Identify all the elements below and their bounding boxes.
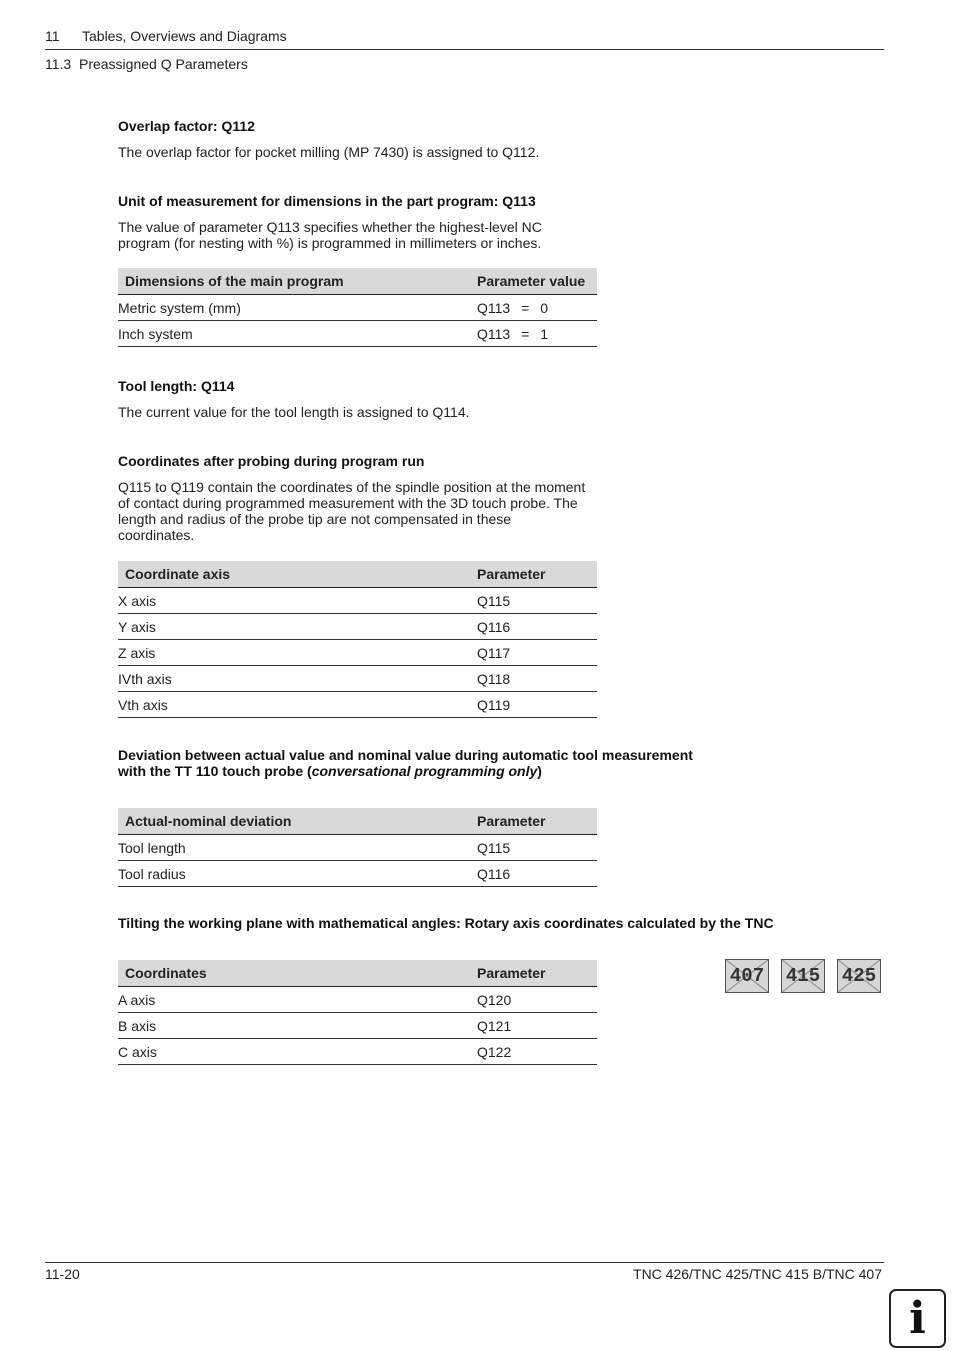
heading-unit-of-measurement: Unit of measurement for dimensions in the part program: Q113: [118, 193, 536, 209]
product-name: TNC 426/TNC 425/TNC 415 B/TNC 407: [633, 1266, 882, 1282]
heading-tool-length: Tool length: Q114: [118, 378, 235, 394]
chapter-title: Tables, Overviews and Diagrams: [82, 28, 287, 44]
footer-rule: [45, 1262, 884, 1263]
table-row: [118, 666, 597, 692]
table-row: [118, 1039, 597, 1065]
table-dimensions: [118, 268, 597, 347]
text-overlap-factor: The overlap factor for pocket milling (MP 7430) is assigned to Q112.: [118, 144, 540, 160]
table-row: [118, 614, 597, 640]
table-cell-label: Inch system: [118, 321, 470, 347]
model-badge-407: 407: [725, 959, 769, 993]
heading-overlap-factor: Overlap factor: Q112: [118, 118, 255, 134]
table-cell-value: Q113 = 1: [470, 321, 597, 347]
table-cell-label: Y axis: [118, 614, 470, 640]
table-header: Coordinates: [118, 960, 470, 987]
section-title: 11.3 Preassigned Q Parameters: [45, 56, 248, 72]
table-header: Parameter: [470, 960, 597, 987]
table-cell-label: Tool length: [118, 835, 470, 861]
table-cell-value: Q119: [470, 692, 597, 718]
table-header: Actual-nominal deviation: [118, 808, 470, 835]
table-cell-value: Q113 = 0: [470, 295, 597, 321]
table-row: [118, 835, 597, 861]
table-cell-value: Q121: [470, 1013, 597, 1039]
info-icon[interactable]: i: [889, 1289, 946, 1348]
table-cell-label: A axis: [118, 987, 470, 1013]
table-header: Parameter value: [470, 268, 597, 295]
chapter-number: 11: [45, 28, 60, 44]
table-header: Coordinate axis: [118, 561, 470, 588]
table-cell-label: Vth axis: [118, 692, 470, 718]
table-cell-value: Q116: [470, 614, 597, 640]
table-actual-nominal-deviation: [118, 808, 597, 887]
table-cell-value: Q115: [470, 588, 597, 614]
table-row: [118, 692, 597, 718]
table-cell-label: C axis: [118, 1039, 470, 1065]
table-header: Parameter: [470, 808, 597, 835]
heading-tilting-working-plane: Tilting the working plane with mathematical angles: Rotary axis coordinates calculated by the TNC: [118, 915, 774, 931]
heading-coordinates-after-probing: Coordinates after probing during program run: [118, 453, 425, 469]
table-cell-value: Q115: [470, 835, 597, 861]
table-header: Dimensions of the main program: [118, 268, 470, 295]
table-coordinates: [118, 960, 597, 1065]
table-cell-label: Metric system (mm): [118, 295, 470, 321]
heading-deviation-line1: Deviation between actual value and nominal value during automatic tool measurement: [118, 747, 693, 763]
table-cell-value: Q122: [470, 1039, 597, 1065]
table-cell-label: Tool radius: [118, 861, 470, 887]
table-cell-value: Q117: [470, 640, 597, 666]
table-cell-value: Q116: [470, 861, 597, 887]
heading-deviation-line2: with the TT 110 touch probe (conversational programming only): [118, 763, 542, 779]
table-header: Parameter: [470, 561, 597, 588]
table-cell-label: B axis: [118, 1013, 470, 1039]
header-rule: [45, 49, 884, 50]
text-coordinates-after-probing: Q115 to Q119 contain the coordinates of the spindle position at the moment of contact during programmed measurement with the 3D touch probe. The length and radius of the probe tip are not compensated in these coordinates.: [118, 479, 586, 543]
table-row: [118, 588, 597, 614]
page-number: 11-20: [45, 1266, 80, 1282]
table-cell-label: X axis: [118, 588, 470, 614]
table-row: [118, 321, 597, 347]
table-row: [118, 987, 597, 1013]
table-cell-label: Z axis: [118, 640, 470, 666]
text-tool-length: The current value for the tool length is assigned to Q114.: [118, 404, 470, 420]
text-unit-of-measurement: The value of parameter Q113 specifies whether the highest-level NC program (for nesting with %) is programmed in millimeters or inches.: [118, 219, 542, 251]
table-row: [118, 861, 597, 887]
table-cell-value: Q120: [470, 987, 597, 1013]
table-cell-label: IVth axis: [118, 666, 470, 692]
model-badge-415: 415: [781, 959, 825, 993]
table-row: [118, 1013, 597, 1039]
table-coordinate-axis: [118, 561, 597, 718]
table-row: [118, 640, 597, 666]
table-cell-value: Q118: [470, 666, 597, 692]
table-row: [118, 295, 597, 321]
model-badge-425: 425: [837, 959, 881, 993]
